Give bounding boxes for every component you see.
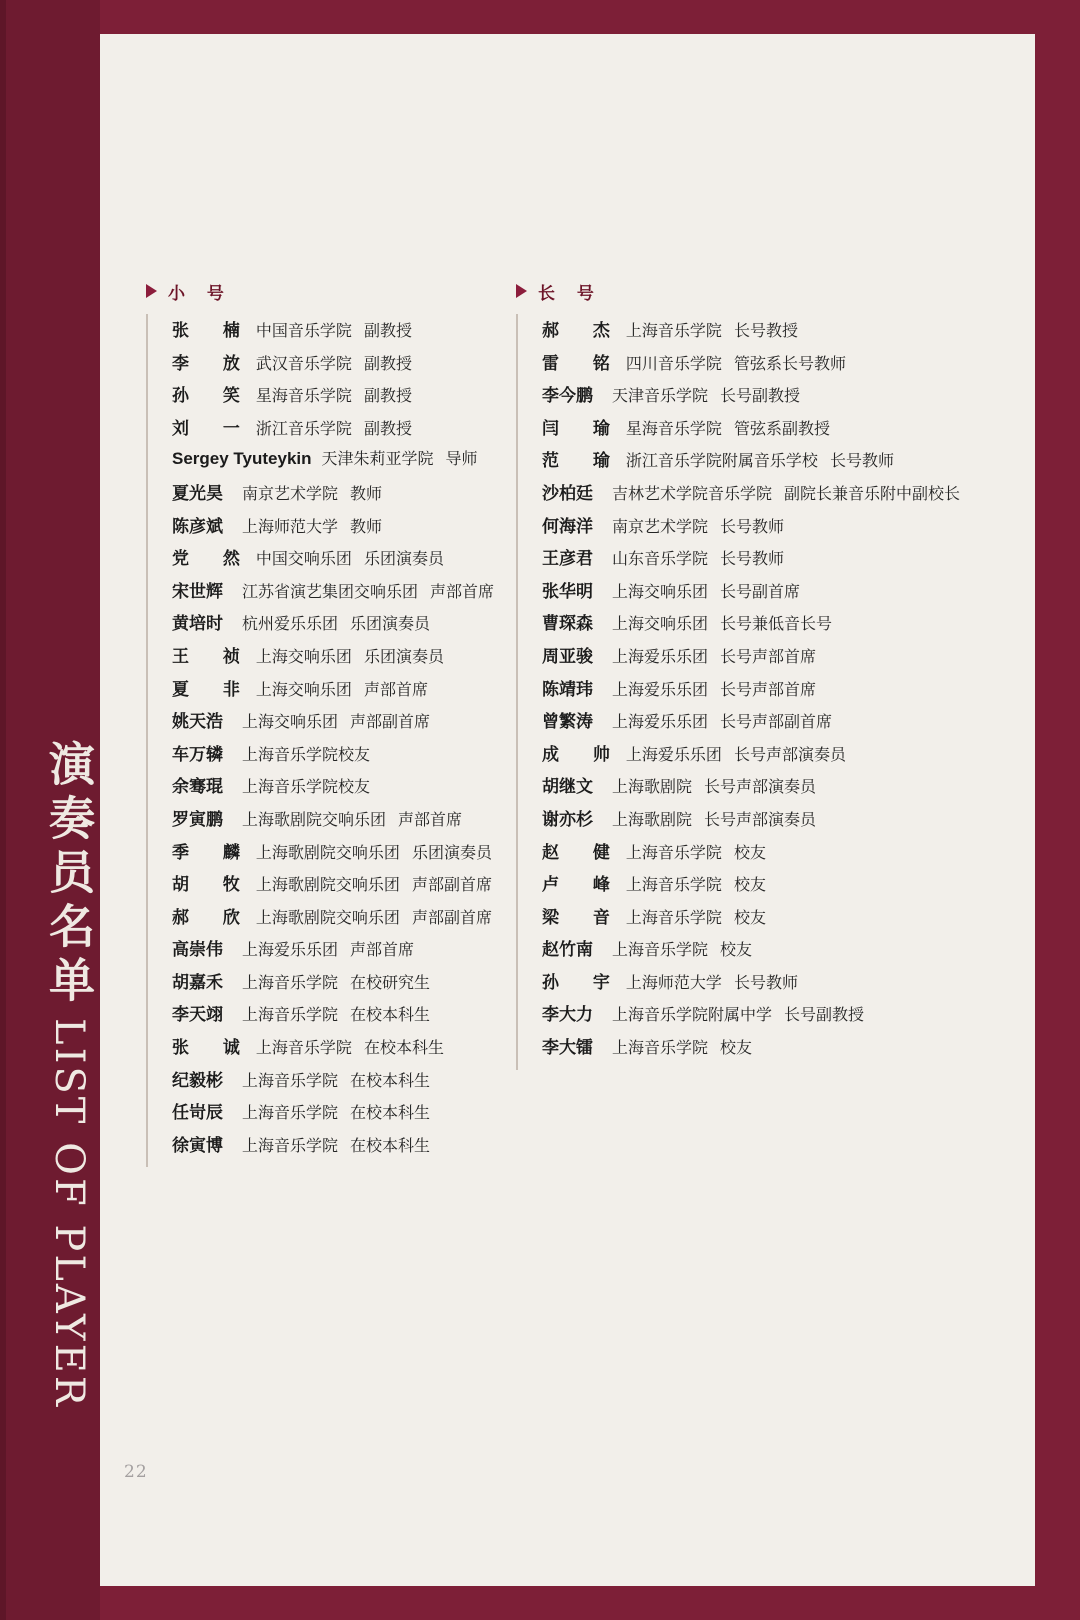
player-role: 副教授 — [363, 353, 412, 373]
list-item — [172, 642, 516, 675]
list-item — [542, 838, 1006, 871]
vertical-title-english: LIST OF PLAYER — [46, 1018, 92, 1410]
player-name: 胡嘉禾 — [172, 972, 223, 993]
player-name: 张 诚 — [172, 1038, 254, 1059]
player-org: 上海音乐学院校友 — [242, 744, 371, 764]
player-org: 星海音乐学院 — [255, 386, 352, 406]
player-org: 上海音乐学院 — [625, 907, 722, 927]
player-org: 上海歌剧院交响乐团 — [255, 875, 400, 895]
player-role: 副教授 — [363, 321, 412, 340]
player-list — [146, 314, 516, 1167]
player-role: 乐团演奏员 — [363, 549, 444, 569]
player-columns — [146, 278, 1006, 1167]
list-item — [172, 935, 516, 968]
list-item — [172, 1033, 516, 1066]
player-name: 高崇伟 — [172, 940, 223, 961]
list-item — [172, 446, 516, 479]
player-name: 宋世辉 — [172, 581, 223, 602]
list-item — [172, 1066, 516, 1099]
player-org: 上海歌剧院交响乐团 — [255, 842, 400, 862]
player-org: 上海音乐学院 — [625, 321, 722, 340]
player-role: 校友 — [720, 940, 753, 960]
player-role: 长号副教授 — [784, 1005, 865, 1025]
list-item — [542, 740, 1006, 773]
player-role: 长号兼低音长号 — [720, 614, 833, 634]
player-role: 长号教授 — [733, 321, 798, 340]
list-item — [542, 479, 1006, 512]
player-name: 胡 牧 — [172, 875, 254, 896]
section-title: 长 号 — [538, 283, 602, 304]
list-item — [172, 772, 516, 805]
list-item — [172, 1131, 516, 1164]
list-item — [542, 414, 1006, 447]
player-name: 范 瑜 — [542, 451, 624, 472]
player-role: 声部副首席 — [411, 907, 492, 927]
list-item — [172, 479, 516, 512]
list-item — [542, 381, 1006, 414]
player-org: 上海交响乐团 — [255, 646, 352, 666]
player-name: 纪毅彬 — [172, 1070, 223, 1091]
player-org: 天津朱莉亚学院 — [321, 449, 434, 469]
list-item — [172, 544, 516, 577]
player-role: 声部首席 — [430, 581, 495, 601]
list-item — [172, 1000, 516, 1033]
player-role: 长号副首席 — [720, 581, 801, 601]
player-org: 上海交响乐团 — [242, 712, 339, 732]
player-name: 李大镭 — [542, 1038, 593, 1059]
player-role: 乐团演奏员 — [411, 842, 492, 862]
list-item — [172, 838, 516, 871]
list-item — [542, 316, 1006, 349]
player-name: 孙 宇 — [542, 972, 624, 993]
player-name: 王 祯 — [172, 646, 254, 667]
player-name: 李今鹏 — [542, 386, 593, 407]
player-org: 上海音乐学院 — [242, 972, 339, 992]
player-role: 教师 — [350, 483, 383, 503]
player-org: 星海音乐学院 — [625, 418, 722, 438]
player-org: 天津音乐学院 — [612, 386, 709, 406]
player-role: 副院长兼音乐附中副校长 — [784, 483, 961, 503]
list-item — [542, 349, 1006, 382]
list-item — [542, 1000, 1006, 1033]
player-name: 李 放 — [172, 353, 254, 374]
player-name: 党 然 — [172, 549, 254, 570]
list-item — [172, 870, 516, 903]
player-org: 上海音乐学院 — [625, 842, 722, 862]
section-trumpet — [146, 278, 516, 1167]
player-name: 成 帅 — [542, 744, 624, 765]
list-item — [172, 805, 516, 838]
list-item — [542, 968, 1006, 1001]
section-header — [146, 278, 516, 304]
player-name: 赵 健 — [542, 842, 624, 863]
player-org: 中国交响乐团 — [255, 549, 352, 569]
list-item — [542, 675, 1006, 708]
player-role: 长号声部副首席 — [720, 712, 833, 732]
player-role: 长号声部演奏员 — [704, 809, 817, 829]
player-role: 长号声部演奏员 — [704, 777, 817, 797]
player-name: 雷 铭 — [542, 353, 624, 374]
player-name: 季 麟 — [172, 842, 254, 863]
player-role: 乐团演奏员 — [363, 646, 444, 666]
player-org: 上海爱乐乐团 — [242, 940, 339, 960]
list-item — [542, 805, 1006, 838]
player-name: 王彦君 — [542, 549, 593, 570]
player-role: 长号教师 — [829, 451, 894, 471]
player-org: 上海交响乐团 — [255, 679, 352, 699]
list-item — [542, 609, 1006, 642]
player-name: 张 楠 — [172, 321, 254, 341]
section-trombone — [516, 278, 1006, 1167]
player-name: 李天翊 — [172, 1005, 223, 1026]
player-name: Sergey Tyuteykin — [172, 449, 312, 469]
list-item — [542, 642, 1006, 675]
player-org: 江苏省演艺集团交响乐团 — [242, 581, 419, 601]
player-name: 曹琛森 — [542, 614, 593, 635]
page-number: 22 — [124, 1462, 148, 1482]
player-name: 张华明 — [542, 581, 593, 602]
vertical-title-chinese: 演奏员名单 — [42, 740, 96, 1010]
player-name: 郝 杰 — [542, 321, 624, 341]
player-role: 在校本科生 — [363, 1038, 444, 1058]
player-role: 在校本科生 — [350, 1135, 431, 1155]
player-org: 上海歌剧院交响乐团 — [255, 907, 400, 927]
list-item — [542, 707, 1006, 740]
section-header — [516, 278, 1006, 304]
player-role: 在校本科生 — [350, 1070, 431, 1090]
player-org: 上海歌剧院 — [612, 777, 693, 797]
player-role: 副教授 — [363, 386, 412, 406]
list-item — [542, 577, 1006, 610]
triangle-right-icon — [146, 284, 157, 298]
player-role: 校友 — [733, 875, 766, 895]
player-role: 声部副首席 — [411, 875, 492, 895]
player-org: 上海音乐学院 — [612, 940, 709, 960]
player-role: 长号教师 — [720, 549, 785, 569]
player-role: 声部首席 — [398, 809, 463, 829]
list-item — [542, 772, 1006, 805]
player-org: 上海音乐学院 — [242, 1005, 339, 1025]
right-color-band — [1035, 0, 1080, 1620]
list-item — [542, 512, 1006, 545]
left-band-edge — [0, 0, 6, 1620]
player-org: 南京艺术学院 — [242, 483, 339, 503]
player-role: 校友 — [733, 907, 766, 927]
section-title: 小 号 — [168, 283, 232, 304]
player-name: 闫 瑜 — [542, 418, 624, 439]
player-org: 上海歌剧院 — [612, 809, 693, 829]
list-item — [172, 577, 516, 610]
player-role: 管弦系副教授 — [733, 418, 830, 438]
triangle-right-icon — [516, 284, 527, 298]
player-role: 声部首席 — [350, 940, 415, 960]
player-org: 上海音乐学院校友 — [242, 777, 371, 797]
list-item — [542, 1033, 1006, 1066]
player-org: 吉林艺术学院音乐学院 — [612, 483, 773, 503]
player-org: 上海爱乐乐团 — [612, 712, 709, 732]
player-org: 上海爱乐乐团 — [612, 679, 709, 699]
player-org: 上海爱乐乐团 — [612, 646, 709, 666]
player-name: 车万辚 — [172, 744, 223, 765]
list-item — [542, 544, 1006, 577]
player-org: 上海爱乐乐团 — [625, 744, 722, 764]
player-name: 赵竹南 — [542, 940, 593, 961]
player-org: 杭州爱乐乐团 — [242, 614, 339, 634]
player-name: 刘 一 — [172, 418, 254, 439]
player-org: 浙江音乐学院 — [255, 418, 352, 438]
list-item — [172, 381, 516, 414]
list-item — [542, 935, 1006, 968]
player-org: 上海音乐学院 — [242, 1103, 339, 1123]
player-role: 导师 — [445, 449, 478, 469]
player-role: 长号声部演奏员 — [733, 744, 846, 764]
player-name: 罗寅鹏 — [172, 809, 223, 830]
player-name: 黄培时 — [172, 614, 223, 635]
player-role: 乐团演奏员 — [350, 614, 431, 634]
player-org: 山东音乐学院 — [612, 549, 709, 569]
vertical-section-title — [22, 740, 102, 1409]
player-name: 任岢辰 — [172, 1103, 223, 1124]
player-role: 长号教师 — [720, 516, 785, 536]
list-item — [172, 707, 516, 740]
player-name: 李大力 — [542, 1005, 593, 1026]
player-role: 教师 — [350, 516, 383, 536]
player-org: 南京艺术学院 — [612, 516, 709, 536]
player-name: 何海洋 — [542, 516, 593, 537]
player-org: 武汉音乐学院 — [255, 353, 352, 373]
list-item — [542, 446, 1006, 479]
player-org: 上海音乐学院 — [612, 1038, 709, 1058]
player-org: 上海歌剧院交响乐团 — [242, 809, 387, 829]
player-name: 夏光昊 — [172, 483, 223, 504]
list-item — [542, 903, 1006, 936]
player-name: 曾繁涛 — [542, 712, 593, 733]
player-role: 在校本科生 — [350, 1103, 431, 1123]
list-item — [172, 512, 516, 545]
player-name: 陈彦斌 — [172, 516, 223, 537]
player-name: 姚天浩 — [172, 712, 223, 733]
player-org: 上海音乐学院 — [242, 1070, 339, 1090]
player-role: 长号声部首席 — [720, 646, 817, 666]
player-org: 上海师范大学 — [625, 972, 722, 992]
list-item — [172, 968, 516, 1001]
player-name: 谢亦杉 — [542, 809, 593, 830]
player-name: 卢 峰 — [542, 875, 624, 896]
player-role: 管弦系长号教师 — [733, 353, 846, 373]
player-role: 在校研究生 — [350, 972, 431, 992]
list-item — [172, 414, 516, 447]
player-name: 沙柏廷 — [542, 483, 593, 504]
player-name: 胡继文 — [542, 777, 593, 798]
player-org: 上海音乐学院 — [255, 1038, 352, 1058]
list-item — [172, 609, 516, 642]
player-name: 陈靖玮 — [542, 679, 593, 700]
player-org: 上海交响乐团 — [612, 581, 709, 601]
player-name: 郝 欣 — [172, 907, 254, 928]
player-role: 校友 — [733, 842, 766, 862]
player-role: 声部首席 — [363, 679, 428, 699]
player-org: 上海师范大学 — [242, 516, 339, 536]
player-org: 浙江音乐学院附属音乐学校 — [625, 451, 818, 471]
player-name: 余骞琨 — [172, 777, 223, 798]
player-role: 长号副教授 — [720, 386, 801, 406]
player-name: 周亚骏 — [542, 646, 593, 667]
player-role: 声部副首席 — [350, 712, 431, 732]
list-item — [172, 903, 516, 936]
list-item — [172, 675, 516, 708]
player-org: 四川音乐学院 — [625, 353, 722, 373]
player-org: 上海音乐学院 — [242, 1135, 339, 1155]
player-org: 上海音乐学院附属中学 — [612, 1005, 773, 1025]
list-item — [172, 1098, 516, 1131]
player-role: 校友 — [720, 1038, 753, 1058]
player-org: 中国音乐学院 — [255, 321, 352, 340]
list-item — [172, 349, 516, 382]
player-list — [516, 314, 1006, 1070]
player-role: 长号教师 — [733, 972, 798, 992]
list-item — [172, 316, 516, 349]
list-item — [172, 740, 516, 773]
player-org: 上海交响乐团 — [612, 614, 709, 634]
player-role: 副教授 — [363, 418, 412, 438]
player-role: 在校本科生 — [350, 1005, 431, 1025]
player-org: 上海音乐学院 — [625, 875, 722, 895]
player-role: 长号声部首席 — [720, 679, 817, 699]
player-name: 夏 非 — [172, 679, 254, 700]
player-name: 梁 音 — [542, 907, 624, 928]
player-name: 徐寅博 — [172, 1135, 223, 1156]
player-name: 孙 笑 — [172, 386, 254, 407]
list-item — [542, 870, 1006, 903]
